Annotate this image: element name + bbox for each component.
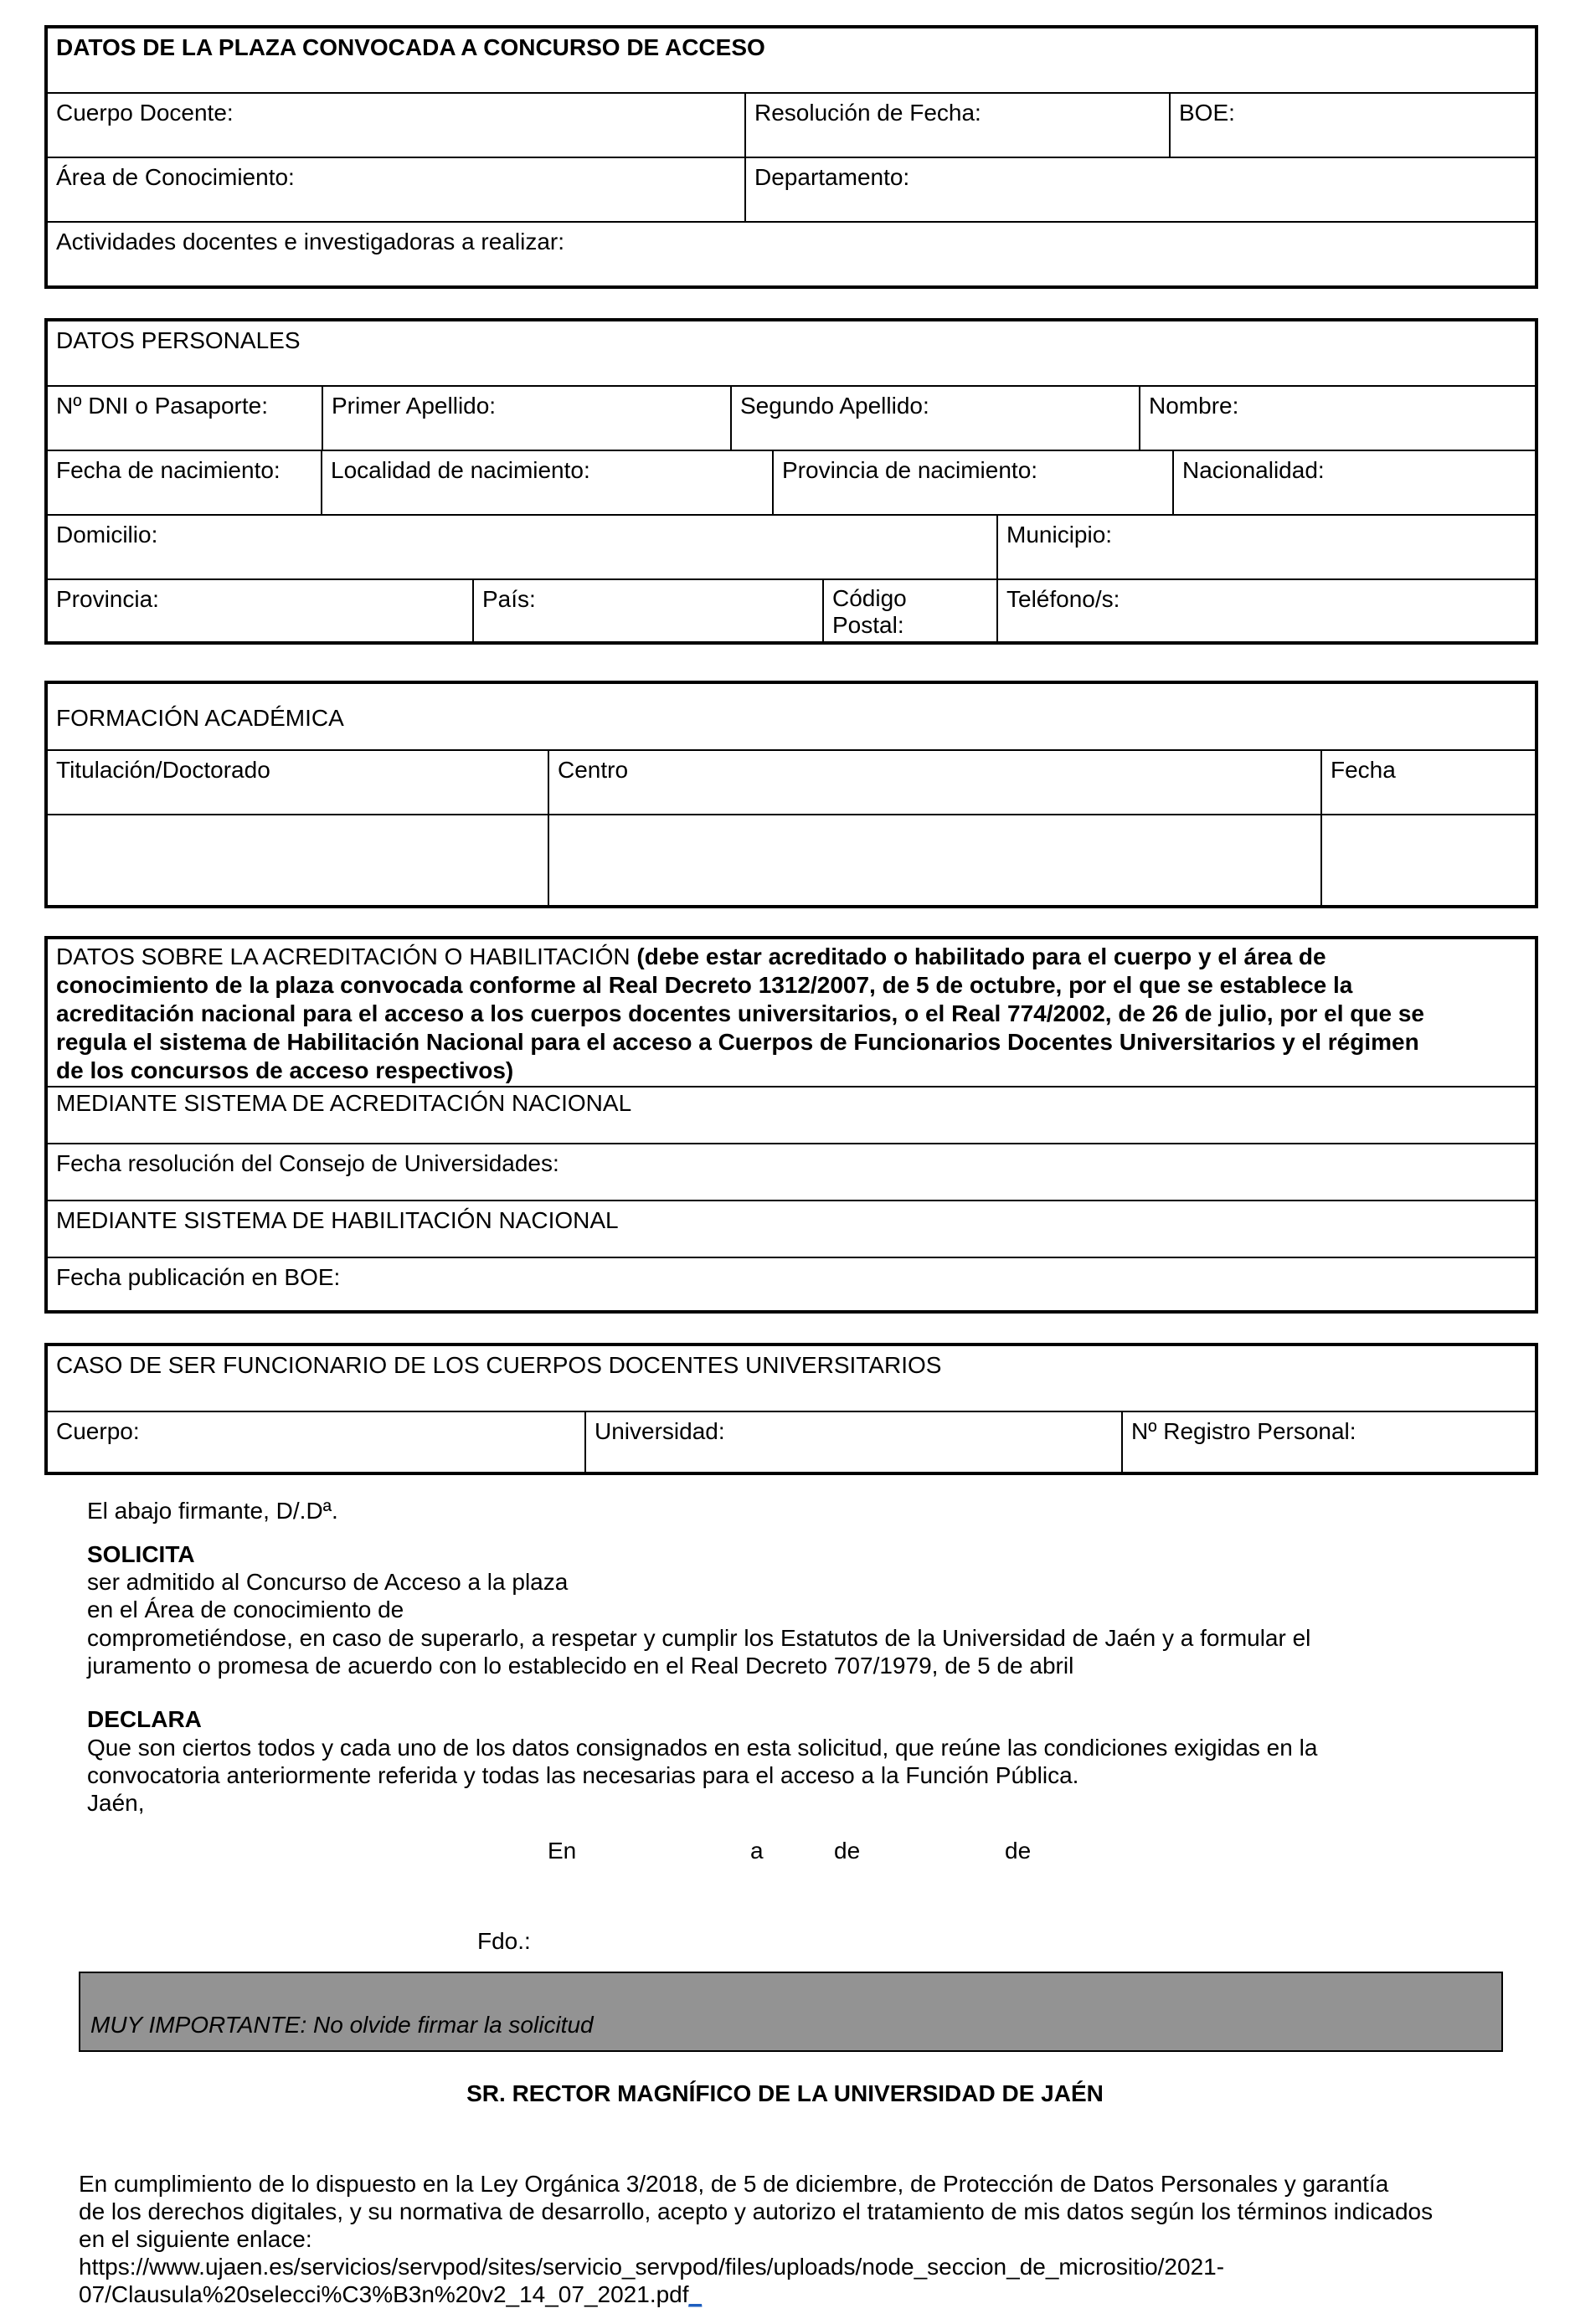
domicilio-field[interactable]: Domicilio:: [56, 522, 158, 548]
acreditacion-title-line1: (debe estar acreditado o habilitado para el cuerpo y el área de: [636, 943, 1326, 969]
fecha-resolucion-field[interactable]: Fecha resolución del Consejo de Universidades:: [56, 1150, 559, 1176]
date-de-2: de: [1005, 1838, 1032, 1864]
date-en: En: [548, 1838, 577, 1864]
registro-personal-field[interactable]: Nº Registro Personal:: [1121, 1412, 1535, 1475]
localidad-nacimiento-field[interactable]: Localidad de nacimiento:: [321, 451, 772, 514]
titulacion-header: Titulación/Doctorado: [56, 757, 270, 783]
privacy-link-line-1[interactable]: https://www.ujaen.es/servicios/servpod/sites/servicio_servpod/files/uploads/node_seccion_de_micrositio/2021-: [79, 2254, 1225, 2280]
municipio-field[interactable]: Municipio:: [996, 516, 1535, 578]
cuerpo-field[interactable]: Cuerpo:: [56, 1418, 140, 1444]
acreditacion-title: [48, 939, 1535, 1086]
codigo-postal-label-1: Código: [832, 585, 907, 611]
fecha-header: Fecha: [1320, 751, 1535, 814]
provincia-nacimiento-field[interactable]: Provincia de nacimiento:: [772, 451, 1172, 514]
solicita-line-2: en el Área de conocimiento de: [87, 1596, 404, 1622]
universidad-field[interactable]: Universidad:: [584, 1412, 1121, 1475]
acreditacion-title-line3: acreditación nacional para el acceso a los cuerpos docentes universitarios, o el Real 774/2002, de 26 de julio, por el que se: [56, 1000, 1425, 1026]
solicita-heading: SOLICITA: [87, 1541, 195, 1567]
pais-field[interactable]: País:: [472, 580, 822, 643]
personales-title: DATOS PERSONALES: [56, 327, 301, 353]
solicita-line-3: comprometiéndose, en caso de superarlo, a respetar y cumplir los Estatutos de la Universidad de Jaén y a formular el: [87, 1625, 1311, 1651]
funcionario-title: CASO DE SER FUNCIONARIO DE LOS CUERPOS DOCENTES UNIVERSITARIOS: [56, 1352, 942, 1378]
acreditacion-nacional-label: MEDIANTE SISTEMA DE ACREDITACIÓN NACIONAL: [56, 1090, 632, 1116]
legal-line-2: de los derechos digitales, y su normativa de desarrollo, acepto y autorizo el tratamiento de mis datos según los términos indicados: [79, 2198, 1434, 2224]
cuerpo-docente-field[interactable]: Cuerpo Docente:: [56, 100, 234, 126]
habilitacion-nacional-label: MEDIANTE SISTEMA DE HABILITACIÓN NACIONAL: [56, 1207, 619, 1233]
privacy-link-line-2[interactable]: [79, 2280, 702, 2308]
privacy-link-tail[interactable]: _: [688, 2281, 703, 2307]
legal-line-3: en el siguiente enlace:: [79, 2226, 312, 2252]
centro-input[interactable]: [548, 815, 1320, 905]
warning-text: MUY IMPORTANTE: No olvide firmar la solicitud: [90, 2012, 594, 2038]
acreditacion-title-line2: conocimiento de la plaza convocada conforme al Real Decreto 1312/2007, de 5 de octubre, por el que se establece la: [56, 972, 1353, 998]
fecha-boe-field[interactable]: Fecha publicación en BOE:: [56, 1264, 341, 1290]
resolucion-fecha-field[interactable]: Resolución de Fecha:: [744, 94, 1169, 157]
codigo-postal-label-2: Postal:: [832, 612, 904, 638]
legal-line-1: En cumplimiento de lo dispuesto en la Ley Orgánica 3/2018, de 5 de diciembre, de Protección de Datos Personales y garantía: [79, 2171, 1389, 2197]
acreditacion-title-line4: regula el sistema de Habilitación Nacional para el acceso a Cuerpos de Funcionarios Docentes Universitarios y el régimen: [56, 1029, 1419, 1055]
fecha-nacimiento-field[interactable]: Fecha de nacimiento:: [56, 457, 281, 483]
date-de-1: de: [834, 1838, 861, 1864]
formacion-title: FORMACIÓN ACADÉMICA: [56, 705, 344, 731]
acreditacion-title-line5: de los concursos de acceso respectivos): [56, 1057, 514, 1083]
declara-line-1: Que son ciertos todos y cada uno de los datos consignados en esta solicitud, que reúne las condiciones exigidas en la: [87, 1735, 1318, 1761]
departamento-field[interactable]: Departamento:: [744, 158, 1535, 221]
titulacion-input[interactable]: [48, 815, 548, 905]
provincia-field[interactable]: Provincia:: [56, 586, 159, 612]
nombre-field[interactable]: Nombre:: [1139, 387, 1535, 450]
segundo-apellido-field[interactable]: Segundo Apellido:: [730, 387, 1139, 450]
codigo-postal-field[interactable]: [822, 580, 996, 643]
warning-box: [79, 1972, 1503, 2052]
firmante-text: El abajo firmante, D/.Dª.: [87, 1498, 338, 1524]
date-a: a: [750, 1838, 764, 1864]
plaza-title: DATOS DE LA PLAZA CONVOCADA A CONCURSO DE ACCESO: [56, 34, 765, 60]
declara-line-2: convocatoria anteriormente referida y todas las necesarias para el acceso a la Función Pública.: [87, 1762, 1079, 1788]
plaza-section: [44, 25, 1538, 289]
telefono-field[interactable]: Teléfono/s:: [996, 580, 1535, 643]
recipient-heading: SR. RECTOR MAGNÍFICO DE LA UNIVERSIDAD DE JAÉN: [466, 2080, 1104, 2106]
formacion-section: [44, 681, 1538, 908]
privacy-link-text[interactable]: 07/Clausula%20selecci%C3%B3n%20v2_14_07_2021.pdf: [79, 2281, 689, 2307]
area-conocimiento-field[interactable]: Área de Conocimiento:: [56, 164, 295, 190]
fecha-input[interactable]: [1320, 815, 1535, 905]
solicita-line-4: juramento o promesa de acuerdo con lo establecido en el Real Decreto 707/1979, de 5 de abril: [87, 1653, 1074, 1679]
nacionalidad-field[interactable]: Nacionalidad:: [1172, 451, 1535, 514]
signature-label: Fdo.:: [477, 1928, 531, 1954]
primer-apellido-field[interactable]: Primer Apellido:: [322, 387, 730, 450]
centro-header: Centro: [548, 751, 1320, 814]
personales-section: [44, 318, 1538, 645]
acreditacion-title-lead: DATOS SOBRE LA ACREDITACIÓN O HABILITACIÓN: [56, 943, 631, 969]
dni-field[interactable]: Nº DNI o Pasaporte:: [56, 393, 268, 419]
jaen-text: Jaén,: [87, 1790, 145, 1816]
funcionario-section: [44, 1343, 1538, 1475]
actividades-field[interactable]: Actividades docentes e investigadoras a realizar:: [56, 229, 565, 255]
acreditacion-section: [44, 936, 1538, 1314]
solicita-line-1: ser admitido al Concurso de Acceso a la plaza: [87, 1569, 569, 1595]
declara-heading: DECLARA: [87, 1706, 202, 1732]
boe-field[interactable]: BOE:: [1169, 94, 1535, 157]
